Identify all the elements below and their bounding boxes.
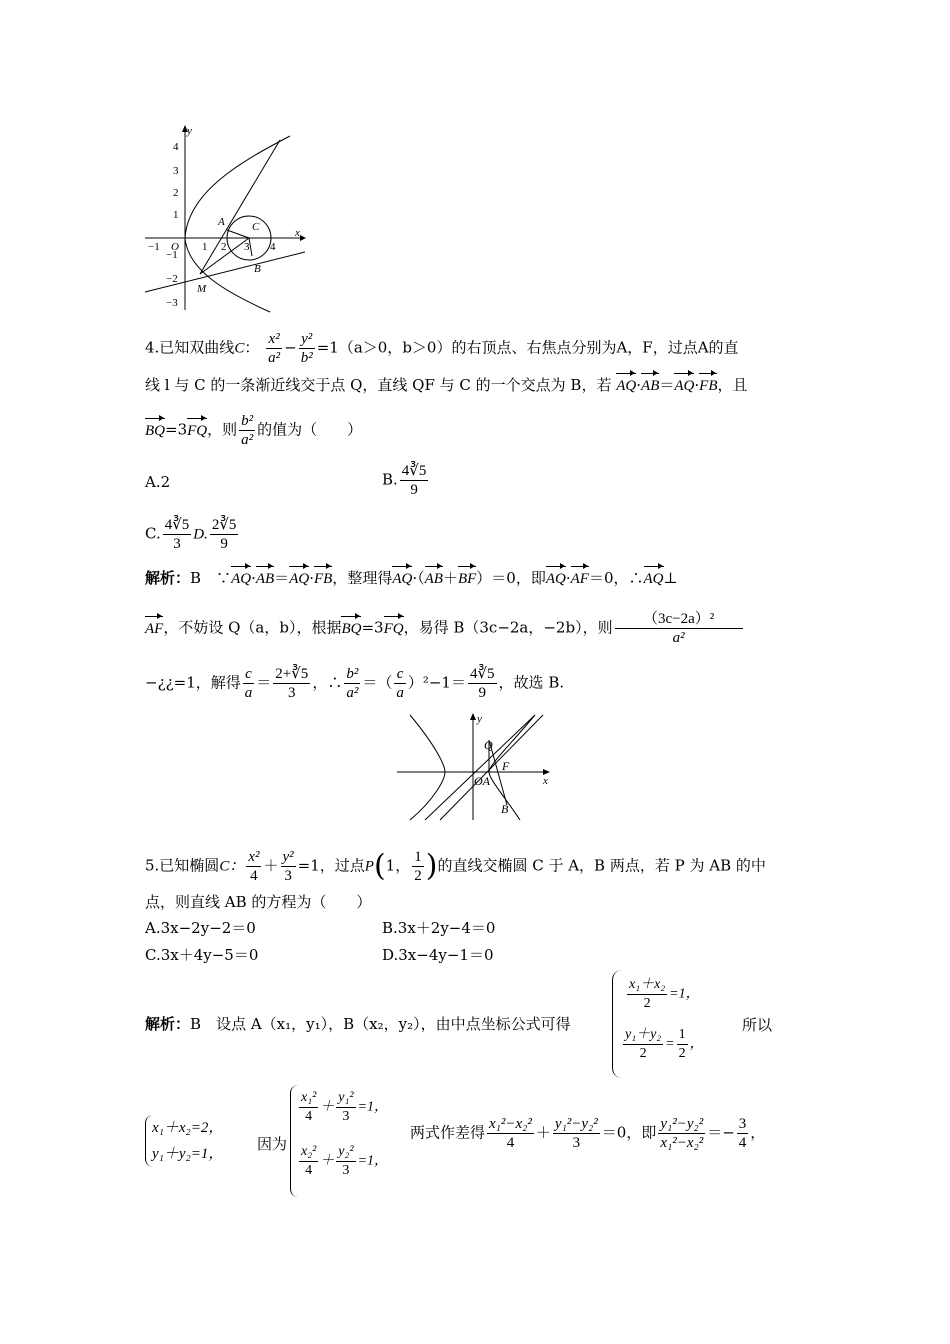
sol5-system1: $\frac{\text{x₁＋x₂}}{2}$ =1， $\frac{\text{y₁＋y₂}}{2}$ = $\frac{1}{2}$ ，	[612, 970, 733, 1078]
x-tick-1: 1	[202, 241, 208, 253]
sol5-so: 所以	[742, 1016, 773, 1034]
q5-line1: 5.已知椭圆C： $\frac{\text{x²}}{4}$ ＋ $\frac{\text{y²}}{3}$ =1，过点P(1， $\frac{1}{2}$ )的直线交椭圆 C 于 A，B 两点，若 P 为 AB 的中	[145, 848, 766, 884]
y-tick-4: 4	[173, 141, 179, 153]
y-tick-minus2: −2	[166, 273, 178, 285]
svg-text:B: B	[501, 802, 509, 816]
q4-line1: 4.已知双曲线C： $\frac{\text{x²}}{\text{a²}}$ − $\frac{\text{y²}}{\text{b²}}$ =1（a＞0，b＞0）的右顶点、右焦点分别为A，F，过点A的直	[145, 331, 739, 366]
y-tick-minus1: −1	[166, 249, 178, 261]
svg-text:y: y	[477, 713, 482, 725]
x-tick-minus1: −1	[148, 241, 160, 253]
x-tick-2: 2	[221, 241, 227, 253]
point-C-label: C	[252, 221, 260, 233]
frac-b2-a2: $\frac{\text{b²}}{\text{a²}}$	[241, 413, 254, 448]
svg-text:x: x	[543, 775, 548, 787]
svg-text:Q: Q	[484, 738, 493, 752]
point-M-label: M	[197, 283, 207, 295]
svg-text:F: F	[502, 759, 510, 773]
sol5-diff: 两式作差得 $\frac{\text{x₁²−x₂²}}{4}$ ＋ $\frac{\text{y₁²−y₂²}}{3}$ ＝0，即 $\frac{\text{y₁²−y₂²}}{\text{x₁²−x₂²}}$ ＝− $\frac{3}{4}$ ，	[410, 1116, 766, 1151]
origin-label: O	[171, 241, 179, 253]
sol5-line1: 解析：B 设点 A（x₁，y₁），B（x₂，y₂），由中点坐标公式可得	[145, 1015, 571, 1033]
sol5-because: 因为	[257, 1135, 288, 1153]
sol4-line1: 解析：B ∵AQ·AB＝AQ·FB，整理得AQ·（AB＋BF）＝0，即AQ·AF＝0，∴AQ⊥	[145, 569, 678, 587]
figure-parabola-circle	[140, 122, 310, 314]
y-tick-2: 2	[173, 187, 179, 199]
point-A-label: A	[218, 216, 225, 228]
q5-line2: 点，则直线 AB 的方程为（ ）	[145, 893, 372, 911]
sol5-system3: $\frac{\text{x₁²}}{4}$ ＋ $\frac{\text{y₁²}}{3}$ =1， $\frac{\text{x₂²}}{4}$ ＋ $\frac{\text{y₂²}}{3}$ =1，	[290, 1085, 401, 1197]
x-axis-label: x	[295, 227, 300, 239]
frac-y2-b2: $\frac{\text{y²}}{\text{b²}}$	[300, 331, 313, 366]
y-tick-minus3: −3	[166, 297, 178, 309]
x-tick-3: 3	[244, 241, 250, 253]
point-B-label: B	[254, 263, 261, 275]
y-tick-3: 3	[173, 165, 179, 177]
sol5-system2: x₁＋x₂=2， y₁＋y₂=1，	[145, 1115, 223, 1167]
q4-option-c-d: C. $\frac{4∛5}{3}$ D. $\frac{2∛5}{9}$	[145, 517, 237, 552]
y-tick-1: 1	[173, 209, 179, 221]
q4-option-b: B. $\frac{4∛5}{9}$	[382, 463, 427, 498]
sol4-line2: AF，不妨设 Q（a，b），根据BQ=3FQ，易得 B（3c−2a，−2b），则 $\frac{\text{（3c−2a）²}}{\text{a²}}$	[145, 610, 745, 647]
q4-prefix: 4.已知双曲线	[145, 338, 235, 357]
q5-option-a: A.3x−2y−2＝0	[145, 919, 256, 937]
q5-option-b: B.3x＋2y−4＝0	[382, 919, 496, 937]
q5-option-c: C.3x＋4y−5＝0	[145, 946, 259, 964]
figure-hyperbola	[395, 710, 555, 822]
q4-line3: BQ=3FQ，则 $\frac{\text{b²}}{\text{a²}}$ 的值为（ ）	[145, 413, 363, 448]
x-tick-4: 4	[270, 241, 276, 253]
q4-line2: 线 l 与 C 的一条渐近线交于点 Q，直线 QF 与 C 的一个交点为 B，若 AQ·AB＝AQ·FB，且	[145, 376, 748, 394]
frac-x2-a2: $\frac{\text{x²}}{\text{a²}}$	[268, 331, 281, 366]
svg-text:OA: OA	[474, 774, 490, 788]
q4-option-a: A.2	[145, 473, 171, 491]
sol4-line3: −¿¿=1，解得 $\frac{c}{a}$ ＝ $\frac{2+∛5}{3}$ ，∴ $\frac{\text{b²}}{\text{a²}}$ ＝（ $\frac{c}{a}$ ）²−1＝ $\frac{4∛5}{9}$ ，故选 B.	[145, 666, 565, 701]
q5-option-d: D.3x−4y−1＝0	[382, 946, 494, 964]
y-axis-label: y	[187, 125, 192, 137]
